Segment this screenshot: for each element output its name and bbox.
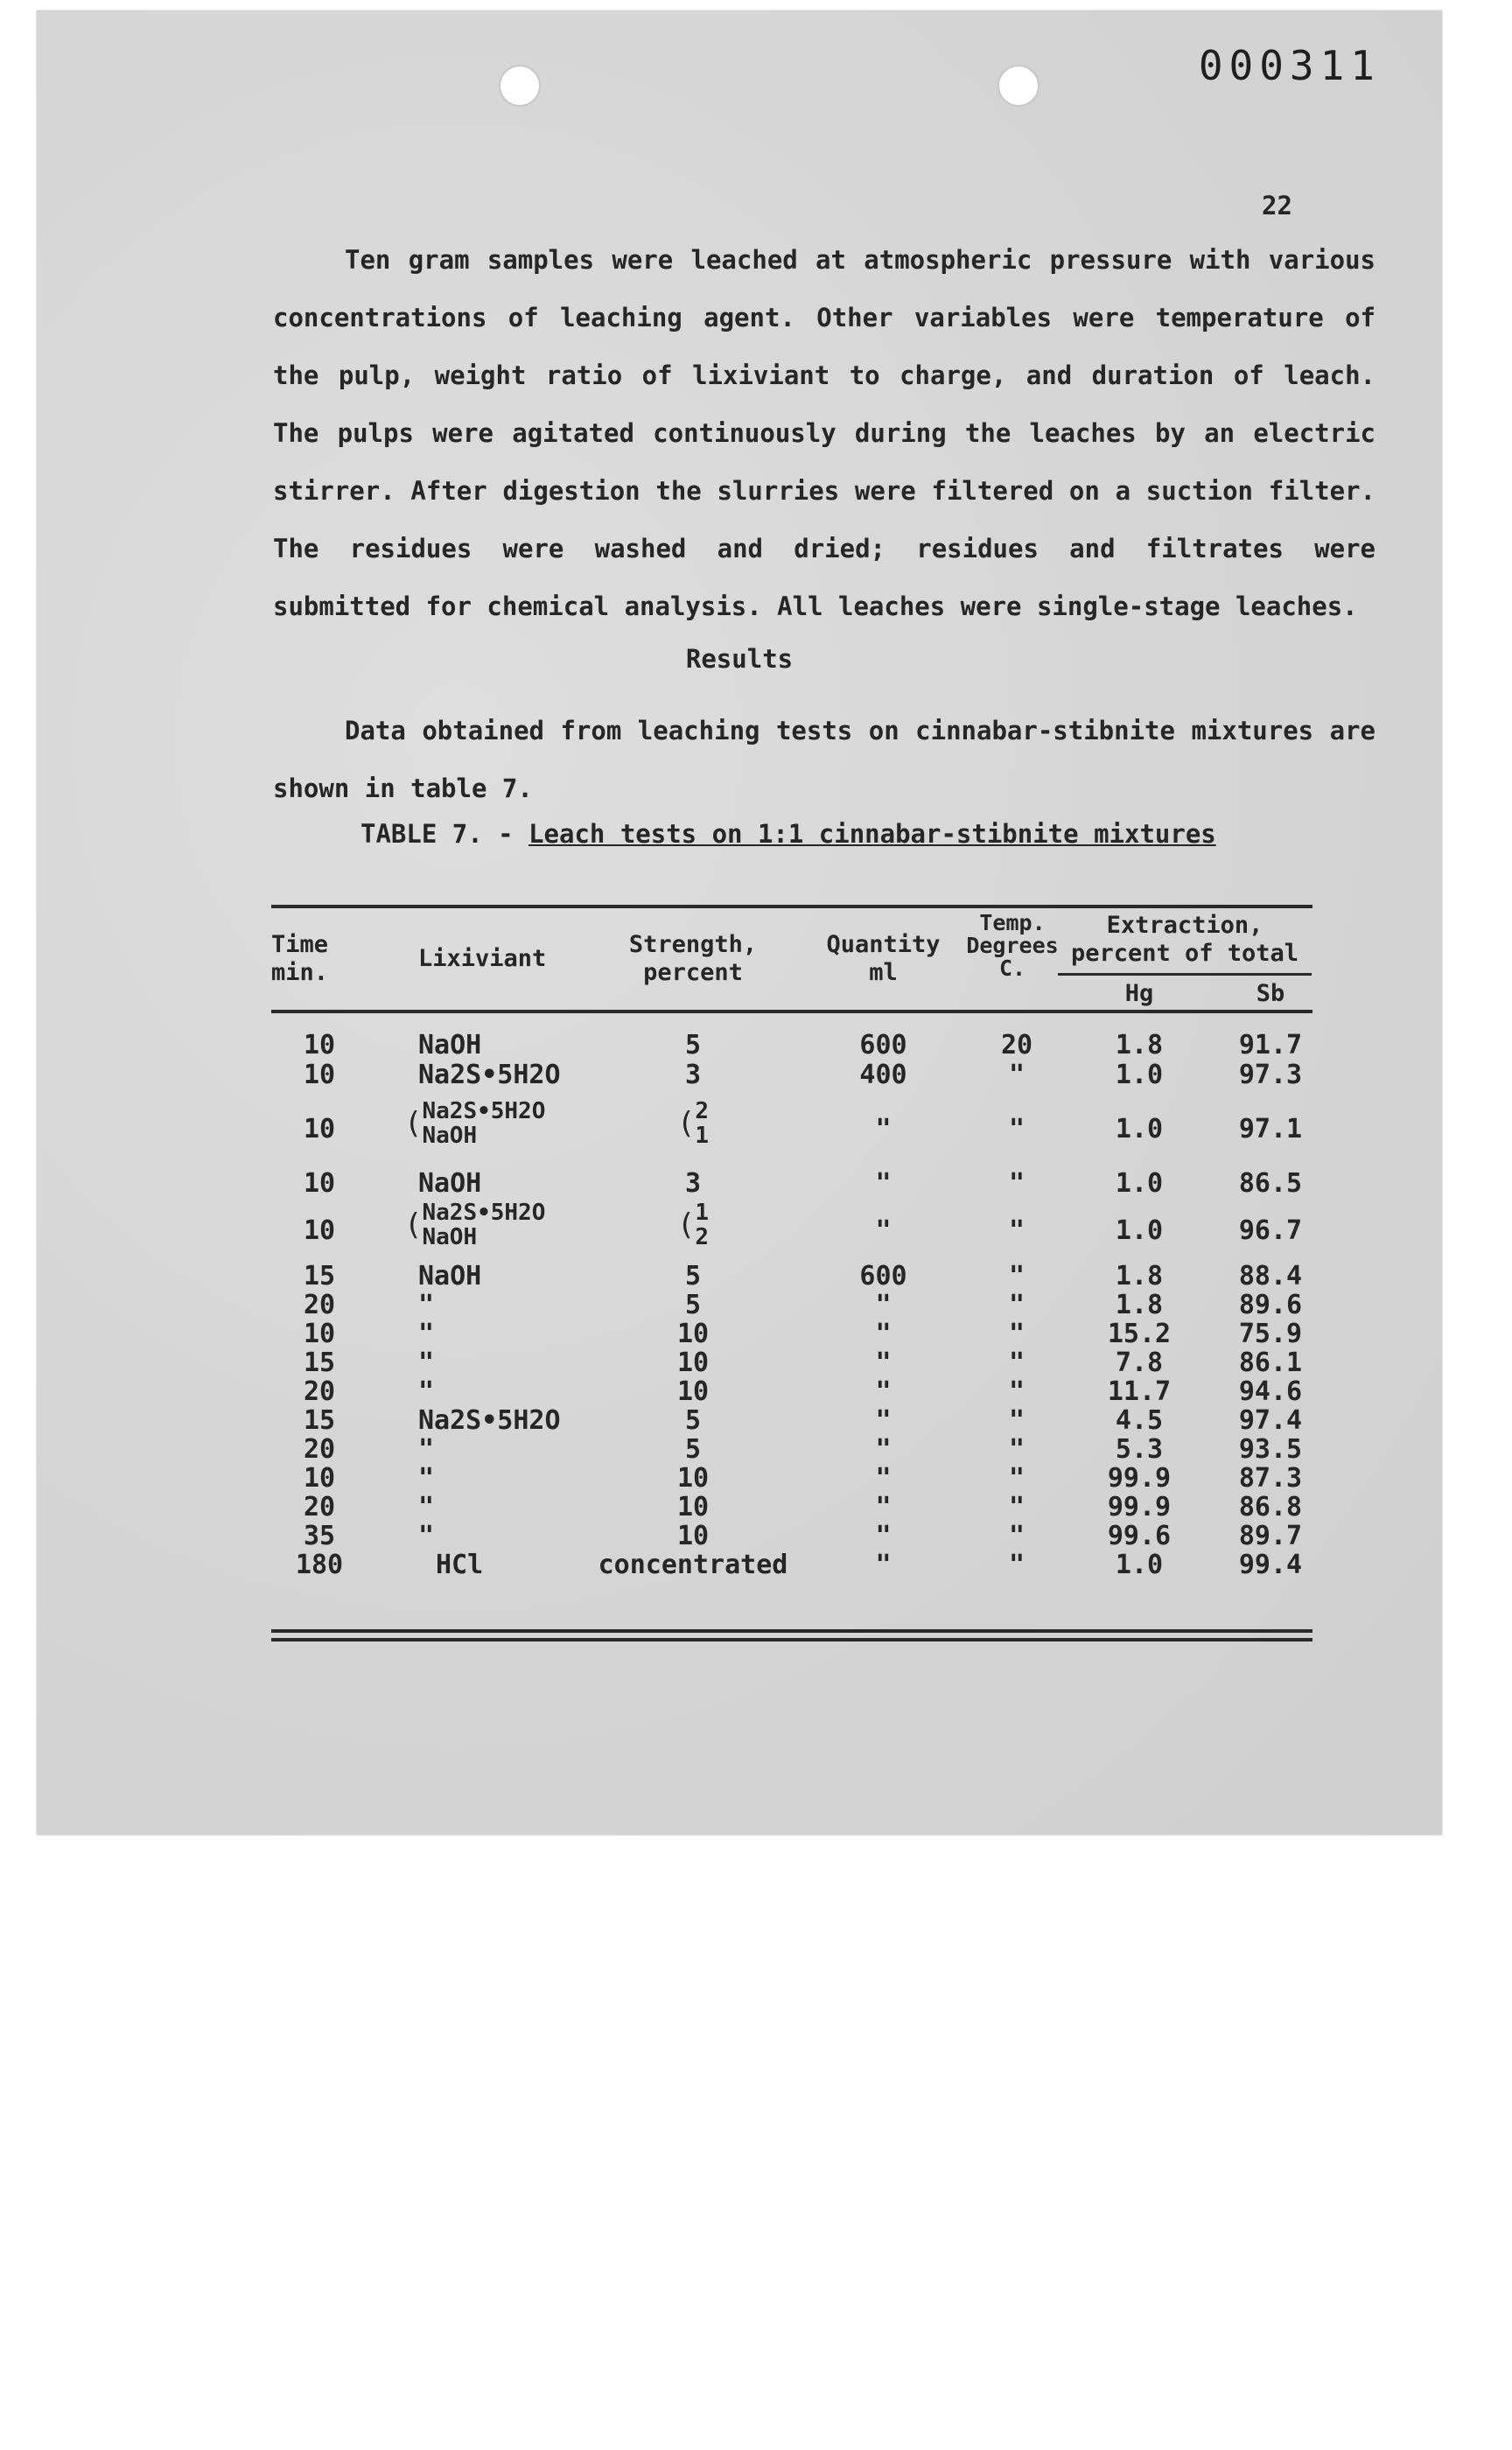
cell-hg: 7.8	[1115, 1348, 1164, 1378]
results-paragraph	[273, 702, 1376, 817]
lixiviant-b: NaOH	[422, 1224, 478, 1250]
cell-quantity: "	[875, 1319, 892, 1349]
cell-hg: 1.0	[1115, 1114, 1164, 1144]
cell-hg: 5.3	[1115, 1434, 1164, 1465]
cell-time: 10	[303, 1114, 336, 1144]
cell-temp: "	[1008, 1168, 1026, 1199]
cell-temp: "	[1008, 1492, 1026, 1522]
table-caption-prefix: TABLE 7. -	[360, 819, 529, 849]
cell-sb: 86.5	[1238, 1168, 1303, 1199]
cell-hg: 1.8	[1115, 1030, 1164, 1060]
header-lixiviant: Lixiviant	[418, 945, 547, 972]
table-bottom-rule-1	[271, 1629, 1312, 1633]
table-bottom-rule-2	[271, 1638, 1312, 1642]
lixiviant-stack	[422, 1200, 545, 1250]
cell-time: 180	[295, 1550, 344, 1580]
results-paragraph-text: Data obtained from leaching tests on cinnabar-stibnite mixtures are shown in table 7.	[273, 716, 1376, 803]
cell-lixiviant	[404, 1200, 562, 1250]
cell-lixiviant: NaOH	[418, 1261, 482, 1292]
cell-temp: "	[1008, 1521, 1026, 1551]
cell-strength: 10	[676, 1521, 710, 1551]
cell-strength: concentrated	[598, 1550, 788, 1580]
cell-quantity: "	[875, 1168, 892, 1199]
cell-strength: 10	[676, 1319, 710, 1349]
cell-lixiviant: "	[418, 1492, 435, 1522]
table-top-rule	[271, 905, 1312, 908]
cell-strength: 10	[676, 1492, 710, 1522]
cell-time: 15	[303, 1405, 336, 1436]
cell-temp: 20	[1000, 1030, 1033, 1060]
document-serial-number: 000311	[1198, 42, 1381, 89]
cell-lixiviant: Na2S•5H2O	[418, 1405, 561, 1436]
header-extraction: Extraction, percent of total	[1070, 912, 1299, 967]
document-page	[37, 10, 1442, 1835]
strength-b: 1	[695, 1123, 710, 1149]
cell-quantity: "	[875, 1463, 892, 1494]
header-hg: Hg	[1124, 980, 1154, 1007]
cell-strength: 5	[684, 1290, 702, 1320]
cell-strength: 5	[684, 1261, 702, 1292]
cell-sb: 91.7	[1238, 1030, 1303, 1060]
cell-temp: "	[1008, 1261, 1026, 1292]
cell-sb: 75.9	[1238, 1319, 1303, 1349]
cell-hg: 99.9	[1107, 1492, 1172, 1522]
cell-temp: "	[1008, 1463, 1026, 1494]
strength-stack	[695, 1099, 709, 1148]
cell-hg: 1.0	[1115, 1168, 1164, 1199]
cell-sb: 87.3	[1238, 1463, 1303, 1494]
cell-lixiviant: NaOH	[418, 1030, 482, 1060]
cell-time: 10	[303, 1215, 336, 1246]
cell-temp: "	[1008, 1319, 1026, 1349]
header-sb: Sb	[1256, 980, 1285, 1007]
cell-strength: 3	[684, 1060, 702, 1090]
cell-quantity: "	[875, 1114, 892, 1144]
cell-sb: 89.6	[1238, 1290, 1303, 1320]
cell-strength: 10	[676, 1348, 710, 1378]
cell-lixiviant: NaOH	[418, 1168, 482, 1199]
cell-strength: 3	[684, 1168, 702, 1199]
lixiviant-stack	[422, 1099, 545, 1148]
cell-quantity: "	[875, 1434, 892, 1465]
strength-a: 2	[695, 1098, 710, 1124]
cell-sb: 97.1	[1238, 1114, 1303, 1144]
cell-quantity: "	[875, 1550, 892, 1580]
cell-quantity: "	[875, 1376, 892, 1407]
cell-lixiviant: "	[418, 1348, 435, 1378]
cell-quantity: "	[875, 1290, 892, 1320]
lixiviant-a: Na2S•5H2O	[422, 1200, 546, 1226]
lixiviant-a: Na2S•5H2O	[422, 1098, 546, 1124]
cell-quantity: 400	[859, 1060, 907, 1090]
strength-b: 2	[695, 1224, 710, 1250]
cell-hg: 15.2	[1107, 1319, 1172, 1349]
results-heading: Results	[685, 644, 794, 674]
cell-temp: "	[1008, 1215, 1026, 1246]
cell-time: 35	[303, 1521, 336, 1551]
cell-time: 20	[303, 1290, 336, 1320]
cell-hg: 1.0	[1115, 1550, 1164, 1580]
cell-quantity: "	[875, 1215, 892, 1246]
brace-mark: (	[404, 1208, 423, 1242]
strength-stack	[695, 1200, 709, 1250]
cell-strength: 5	[684, 1405, 702, 1436]
cell-time: 10	[303, 1463, 336, 1494]
cell-quantity: 600	[859, 1261, 907, 1292]
page-number: 22	[1262, 191, 1292, 220]
cell-sb: 96.7	[1238, 1215, 1303, 1246]
cell-sb: 99.4	[1238, 1550, 1303, 1580]
header-strength: Strength, percent	[628, 931, 758, 986]
cell-lixiviant: "	[418, 1521, 435, 1551]
cell-time: 20	[303, 1376, 336, 1407]
cell-sb: 97.3	[1238, 1060, 1303, 1090]
cell-sb: 86.8	[1238, 1492, 1303, 1522]
cell-time: 10	[303, 1060, 336, 1090]
cell-sb: 89.7	[1238, 1521, 1303, 1551]
cell-time: 10	[303, 1030, 336, 1060]
brace-mark: (	[404, 1106, 423, 1141]
cell-quantity: "	[875, 1348, 892, 1378]
cell-lixiviant: "	[418, 1319, 435, 1349]
cell-hg: 99.6	[1107, 1521, 1172, 1551]
cell-temp: "	[1008, 1434, 1026, 1465]
cell-hg: 1.0	[1115, 1060, 1164, 1090]
intro-paragraph	[273, 231, 1376, 635]
punch-hole-left	[499, 65, 541, 107]
cell-hg: 11.7	[1107, 1376, 1172, 1407]
header-quantity: Quantity ml	[826, 931, 941, 986]
cell-quantity: "	[875, 1492, 892, 1522]
cell-sb: 97.4	[1238, 1405, 1303, 1436]
cell-time: 15	[303, 1348, 336, 1378]
brace-mark: (	[676, 1208, 696, 1242]
cell-lixiviant	[404, 1099, 562, 1148]
extraction-header-rule	[1058, 973, 1312, 976]
header-bottom-rule	[271, 1010, 1312, 1013]
cell-strength: 5	[684, 1434, 702, 1465]
cell-quantity: 600	[859, 1030, 907, 1060]
cell-quantity: "	[875, 1521, 892, 1551]
brace-mark: (	[676, 1106, 696, 1141]
cell-strength	[579, 1099, 807, 1148]
cell-lixiviant: "	[418, 1463, 435, 1494]
cell-temp: "	[1008, 1114, 1026, 1144]
cell-temp: "	[1008, 1405, 1026, 1436]
cell-hg: 1.0	[1115, 1215, 1164, 1246]
cell-sb: 88.4	[1238, 1261, 1303, 1292]
cell-time: 10	[303, 1168, 336, 1199]
cell-lixiviant: Na2S•5H2O	[418, 1060, 561, 1090]
strength-a: 1	[695, 1200, 710, 1226]
cell-quantity: "	[875, 1405, 892, 1436]
intro-paragraph-text: Ten gram samples were leached at atmospheric pressure with various concentrations of leaching agent. Other variables were temperature of the pulp, weight ratio of lixiviant to charge, and duration of leach. The pulps were agitated continuously during the leaches by an electric stirrer. After digestion the slurries were filtered on a suction filter. The residues were washed and dried; residues and filtrates were submitted for chemical analysis. All leaches were single-stage leaches.	[273, 245, 1376, 621]
table-caption	[360, 819, 1216, 849]
punch-hole-right	[998, 65, 1040, 107]
cell-hg: 99.9	[1107, 1463, 1172, 1494]
cell-hg: 4.5	[1115, 1405, 1164, 1436]
cell-temp: "	[1008, 1060, 1026, 1090]
cell-time: 20	[303, 1434, 336, 1465]
lixiviant-b: NaOH	[422, 1123, 478, 1149]
header-time: Time min.	[271, 931, 329, 986]
cell-sb: 86.1	[1238, 1348, 1303, 1378]
cell-strength	[579, 1200, 807, 1250]
table-caption-title: Leach tests on 1:1 cinnabar-stibnite mixtures	[528, 819, 1216, 849]
cell-time: 10	[303, 1319, 336, 1349]
cell-strength: 10	[676, 1463, 710, 1494]
cell-sb: 93.5	[1238, 1434, 1303, 1465]
cell-strength: 5	[684, 1030, 702, 1060]
cell-time: 20	[303, 1492, 336, 1522]
cell-temp: "	[1008, 1290, 1026, 1320]
cell-lixiviant: "	[418, 1290, 435, 1320]
cell-time: 15	[303, 1261, 336, 1292]
cell-hg: 1.8	[1115, 1290, 1164, 1320]
cell-lixiviant: HCl	[436, 1550, 484, 1580]
cell-temp: "	[1008, 1348, 1026, 1378]
cell-sb: 94.6	[1238, 1376, 1303, 1407]
cell-lixiviant: "	[418, 1434, 435, 1465]
cell-lixiviant: "	[418, 1376, 435, 1407]
header-temp: Temp. Degrees C.	[966, 910, 1059, 981]
cell-hg: 1.8	[1115, 1261, 1164, 1292]
cell-strength: 10	[676, 1376, 710, 1407]
cell-temp: "	[1008, 1550, 1026, 1580]
cell-temp: "	[1008, 1376, 1026, 1407]
